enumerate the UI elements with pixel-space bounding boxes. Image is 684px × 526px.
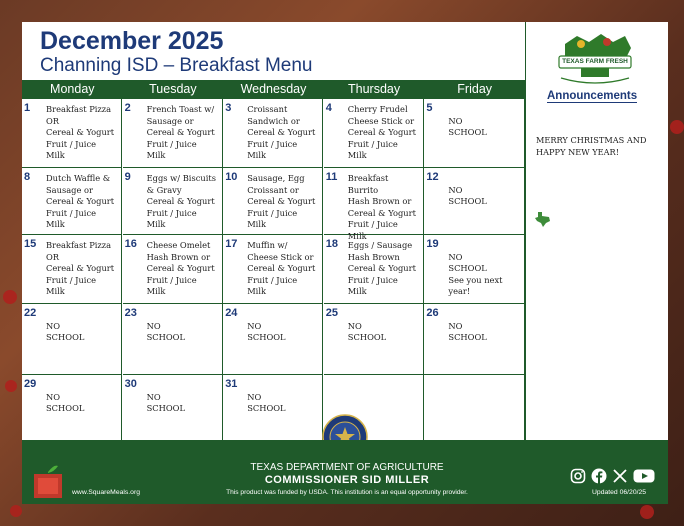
website-link[interactable]: www.SquareMeals.org [72,489,140,496]
calendar-day-cell [22,99,122,168]
day-number: 16 [124,238,137,250]
day-number: 17 [225,238,238,250]
menu-text: NO SCHOOL [347,320,387,343]
updated-date: Updated 06/20/25 [592,489,647,496]
day-number: 3 [225,102,232,114]
calendar [22,80,525,457]
youtube-icon[interactable] [633,468,655,484]
day-number: 2 [124,102,131,114]
calendar-day-cell [424,168,525,235]
day-number: 23 [124,307,137,319]
calendar-day-cell [424,375,525,443]
menu-text: NO SCHOOL [146,391,185,414]
day-number: 15 [24,238,37,250]
page-subtitle: Channing ISD – Breakfast Menu [40,55,313,76]
facebook-icon[interactable] [591,468,607,484]
calendar-day-cell [22,375,122,443]
day-number: 18 [325,238,339,250]
day-number: 19 [426,238,439,250]
calendar-day-cell [424,99,525,168]
usda-note: This product was funded by USDA. This institution is an equal opportunity provider. [226,489,468,496]
menu-text: NO SCHOOL [46,320,85,343]
calendar-day-cell [324,168,424,241]
day-number: 25 [325,307,339,319]
menu-text: Eggs w/ Biscuits & Gravy Cereal & Yogurt Fruit / Juice Milk [146,173,216,230]
calendar-grid [22,99,525,457]
page-title: December 2025 [40,27,224,55]
calendar-day-cell [223,375,323,443]
day-number: 5 [426,102,433,114]
calendar-day-cell [123,375,223,443]
agency-name: TEXAS DEPARTMENT OF AGRICULTURE [250,462,444,473]
day-header: Wednesday [240,82,307,96]
day-number: 24 [225,307,238,319]
calendar-day-cell [123,99,223,168]
menu-text: Cherry Frudel Cheese Stick or Cereal & Yogurt Fruit / Juice Milk [347,104,416,161]
menu-text: Cheese Omelet Hash Brown or Cereal & Yogurt Fruit / Juice Milk [146,240,215,297]
menu-text: Muffin w/ Cheese Stick or Cereal & Yogurt Fruit / Juice Milk [247,240,316,297]
menu-text: Breakfast Burrito Hash Brown or Cereal & Yogurt Fruit / Juice Milk [347,173,416,241]
calendar-day-cell [123,304,223,375]
menu-text: French Toast w/ Sausage or Cereal & Yogurt Fruit / Juice Milk [146,104,215,161]
calendar-day-cell [123,168,223,235]
day-header: Friday [457,82,493,96]
day-number: 30 [124,378,137,390]
menu-text: NO SCHOOL [448,320,487,343]
footer [22,440,668,504]
menu-text: Eggs / Sausage Hash Brown Cereal & Yogurt Fruit / Juice Milk [347,240,416,297]
day-number: 31 [225,378,238,390]
day-header: Tuesday [149,82,197,96]
x-icon[interactable] [612,468,628,484]
menu-text: Sausage, Egg Croissant or Cereal & Yogurt Fruit / Juice Milk [247,173,316,230]
menu-text: Breakfast Pizza OR Cereal & Yogurt Fruit / Juice Milk [46,104,115,161]
menu-text: NO SCHOOL [247,320,286,343]
menu-text: Dutch Waffle & Sausage or Cereal & Yogurt Fruit / Juice Milk [46,173,115,230]
day-number: 8 [24,171,31,183]
menu-text: Croissant Sandwich or Cereal & Yogurt Fruit / Juice Milk [247,104,316,161]
day-number: 4 [325,102,332,114]
calendar-day-cell [324,304,424,375]
menu-text: NO SCHOOL [448,115,487,138]
menu-text: NO SCHOOL [448,184,487,207]
day-header-row [22,80,525,99]
calendar-day-cell [22,235,122,304]
day-number: 29 [24,378,37,390]
menu-card [22,22,668,504]
day-header: Thursday [348,82,401,96]
day-number: 9 [124,171,131,183]
menu-text: NO SCHOOL [146,320,185,343]
commissioner-name: COMMISSIONER SID MILLER [264,474,430,486]
menu-text: NO SCHOOL [46,391,85,414]
menu-text: Breakfast Pizza OR Cereal & Yogurt Fruit / Juice Milk [46,240,115,297]
menu-text: NO SCHOOL [247,391,286,414]
announcement-text: MERRY CHRISTMAS AND HAPPY NEW YEAR! [536,135,647,157]
calendar-day-cell [223,304,323,375]
texas-shape-icon [534,210,552,228]
day-number: 10 [225,171,238,183]
logo-text: TEXAS FARM FRESH [562,58,628,65]
calendar-day-cell [223,235,323,304]
day-number: 12 [426,171,439,183]
day-number: 11 [325,171,338,183]
menu-text: NO SCHOOL See you next year! [448,251,503,297]
calendar-day-cell [123,235,223,304]
square-meals-logo [32,464,64,500]
calendar-day-cell [22,168,122,235]
instagram-icon[interactable] [570,468,586,484]
day-number: 1 [24,102,31,114]
calendar-day-cell [223,99,323,168]
day-header: Monday [50,82,95,96]
calendar-day-cell [424,235,525,304]
announcements-title: Announcements [547,90,638,102]
calendar-day-cell [324,99,424,168]
calendar-day-cell [22,304,122,375]
day-number: 26 [426,307,439,319]
calendar-day-cell [424,304,525,375]
social-icons [570,468,655,484]
calendar-day-cell [324,235,424,304]
calendar-day-cell [223,168,323,235]
day-number: 22 [24,307,37,319]
